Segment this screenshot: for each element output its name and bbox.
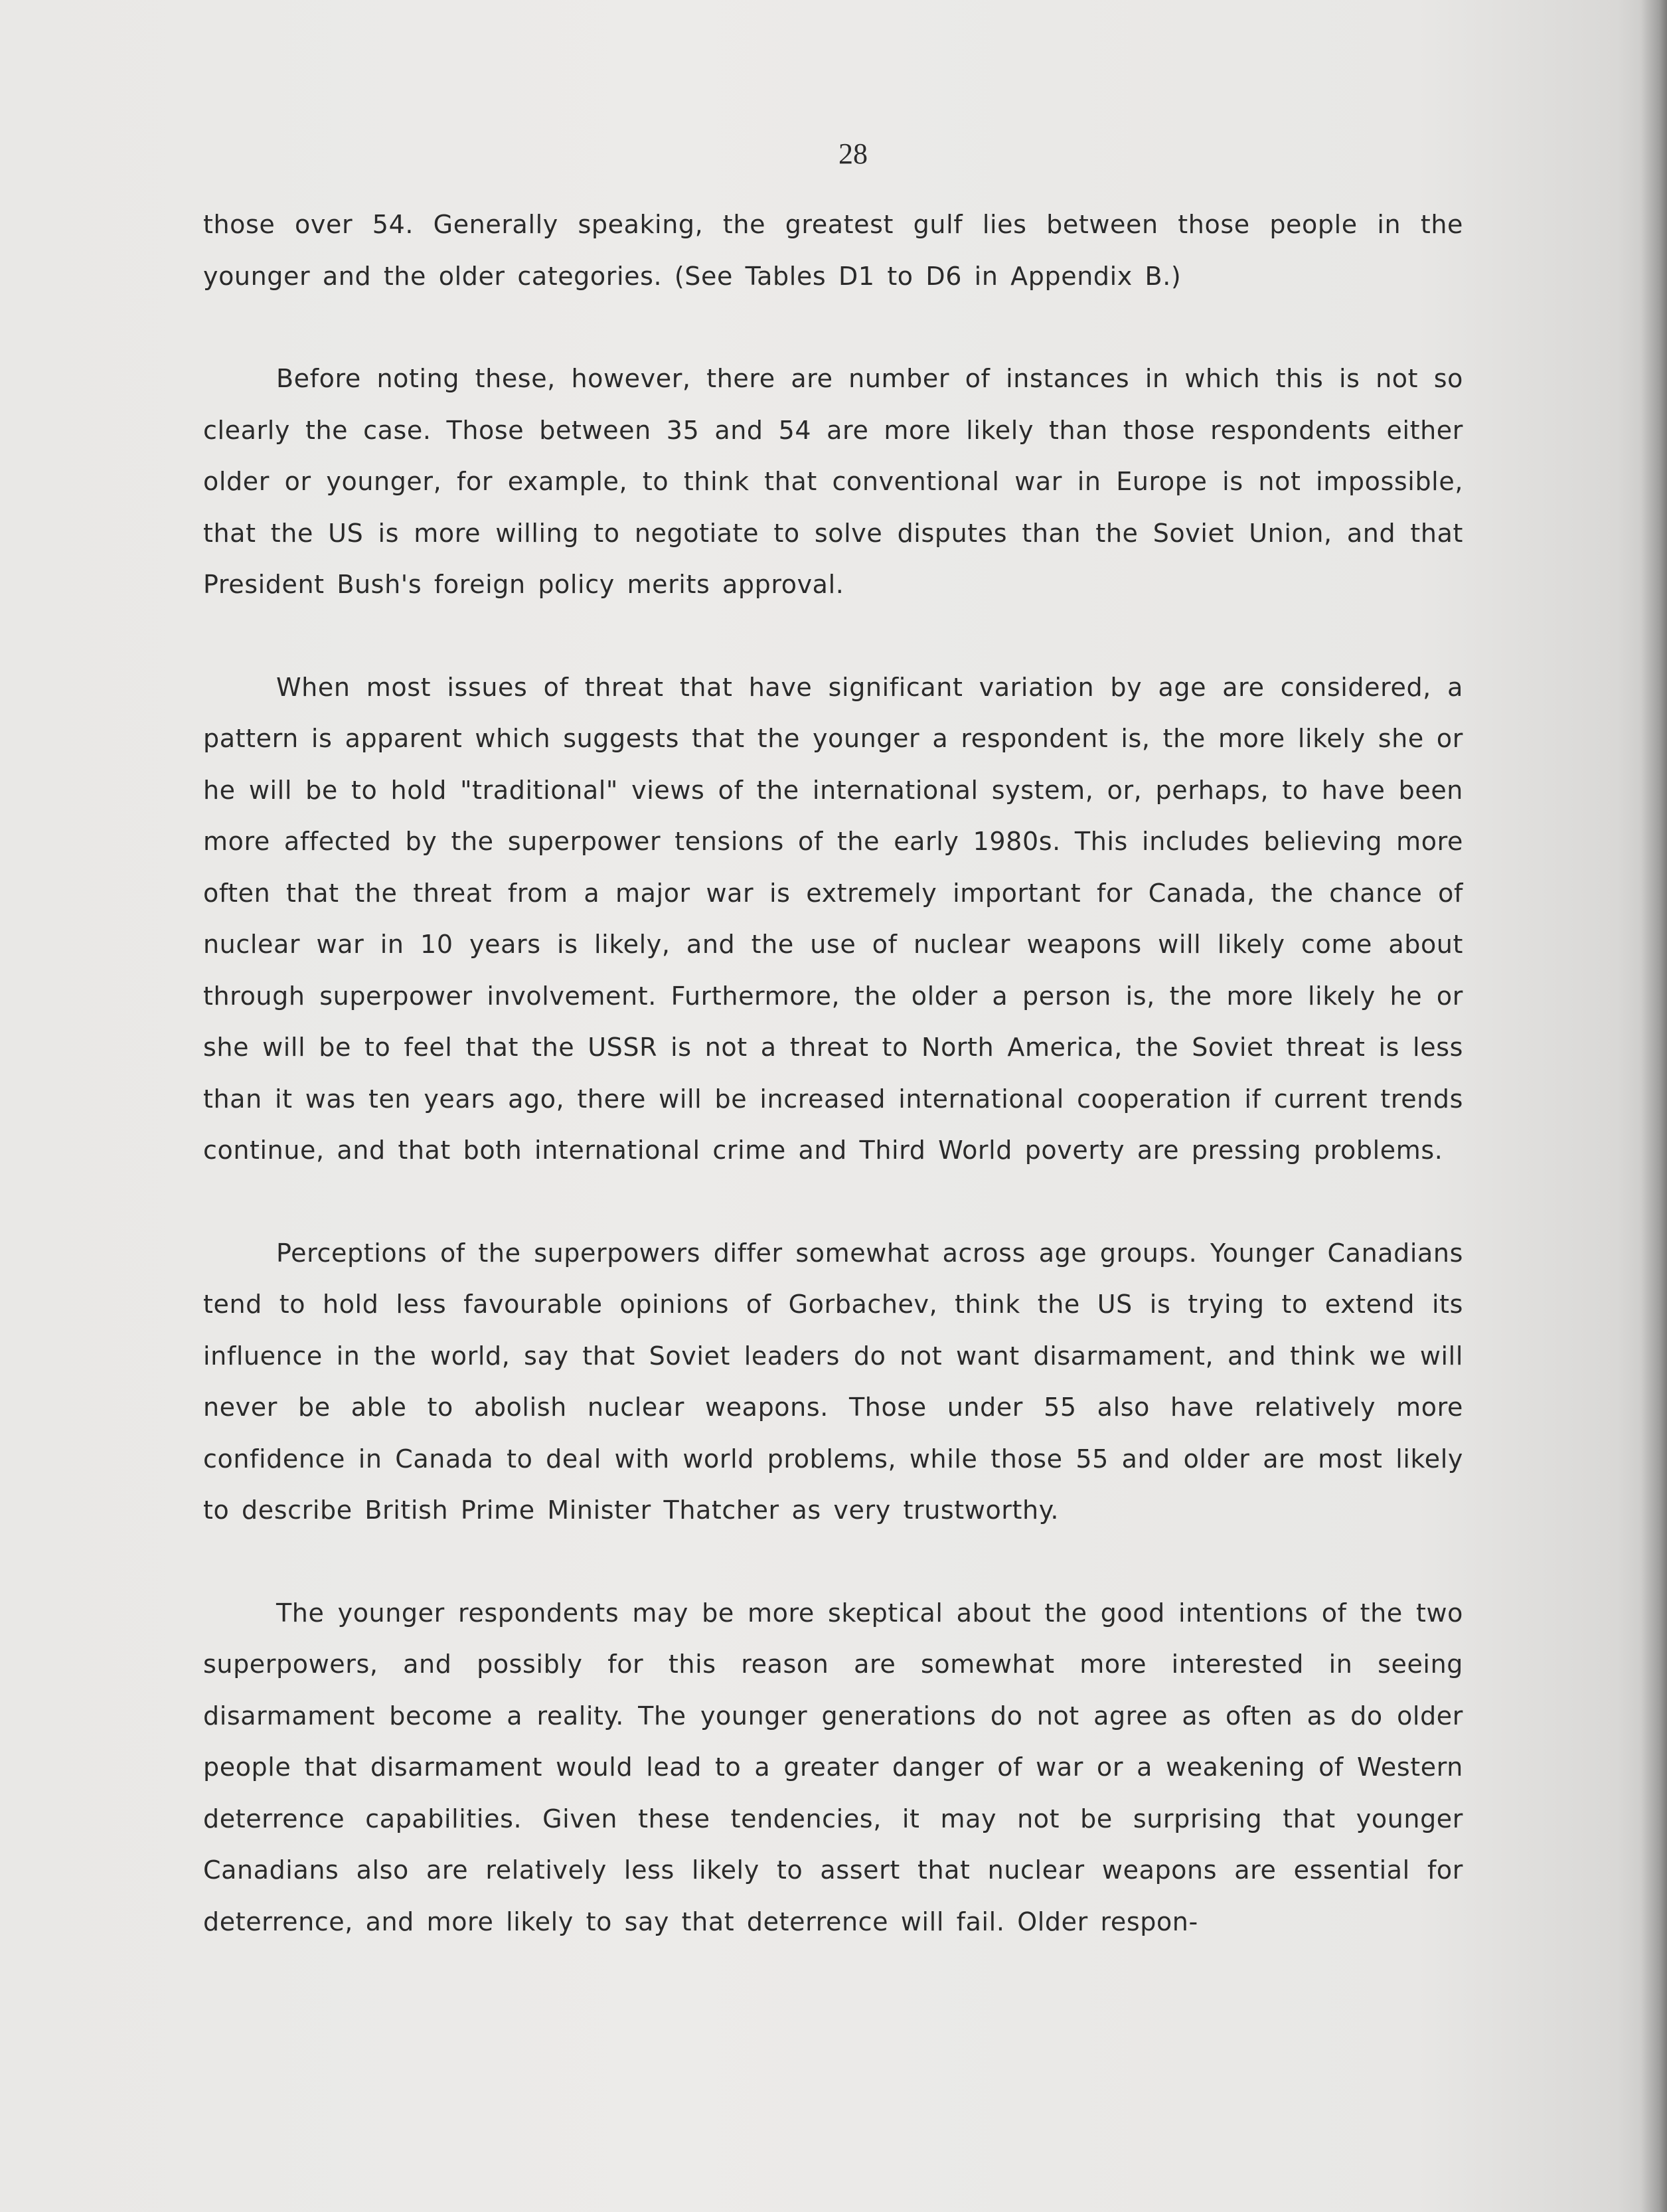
page-number: 28 [838, 137, 868, 170]
page-edge-shadow [1640, 0, 1667, 2212]
paragraph-gap [203, 302, 1463, 353]
paragraph-5: The younger respondents may be more skeptical about the good intentions of the two superpowers, and possibly for this reason are somewhat more interested in seeing disarmament become a reality. The younger generations do not agree as often as do older people that disarmament would lead to a greater danger of war or a weakening of Western deterrence capabilities. Given these tendencies, it may not be surprising that younger Canadians also are relatively less likely to assert that nuclear weapons are essential for deterrence, and more likely to say that deterrence will fail. Older respon- [203, 1598, 1463, 1936]
paragraph-gap [203, 611, 1463, 662]
paragraph-2: Before noting these, however, there are number of instances in which this is not so clearly the case. Those between 35 and 54 are more likely than those respondents either older or younger, for example, to think that conventional war in Europe is not impossible, that the US is more willing to negotiate to solve disputes than the Soviet Union, and that President Bush's foreign policy merits approval. [203, 364, 1463, 599]
paragraph-gap [203, 1537, 1463, 1588]
paragraph-gap [203, 1177, 1463, 1228]
paragraph-3: When most issues of threat that have significant variation by age are considered, a pattern is apparent which suggests that the younger a respondent is, the more likely she or he will be to hold "traditional" views of the international system, or, perhaps, to have been more affected by the superpower tensions of the early 1980s. This includes believing more often that the threat from a major war is extremely important for Canada, the chance of nuclear war in 10 years is likely, and the use of nuclear weapons will likely come about through superpower involvement. Furthermore, the older a person is, the more likely he or she will be to feel that the USSR is not a threat to North America, the Soviet threat is less than it was ten years ago, there will be increased international cooperation if current trends continue, and that both international crime and Third World poverty are pressing problems. [203, 672, 1463, 1165]
body-text [203, 199, 1463, 1948]
paragraph-1: those over 54. Generally speaking, the greatest gulf lies between those people in the younger and the older categories. (See Tables D1 to D6 in Appendix B.) [203, 210, 1463, 291]
paragraph-4: Perceptions of the superpowers differ somewhat across age groups. Younger Canadians tend to hold less favourable opinions of Gorbachev, think the US is trying to extend its influence in the world, say that Soviet leaders do not want disarmament, and think we will never be able to abolish nuclear weapons. Those under 55 also have relatively more confidence in Canada to deal with world problems, while those 55 and older are most likely to describe British Prime Minister Thatcher as very trustworthy. [203, 1238, 1463, 1525]
